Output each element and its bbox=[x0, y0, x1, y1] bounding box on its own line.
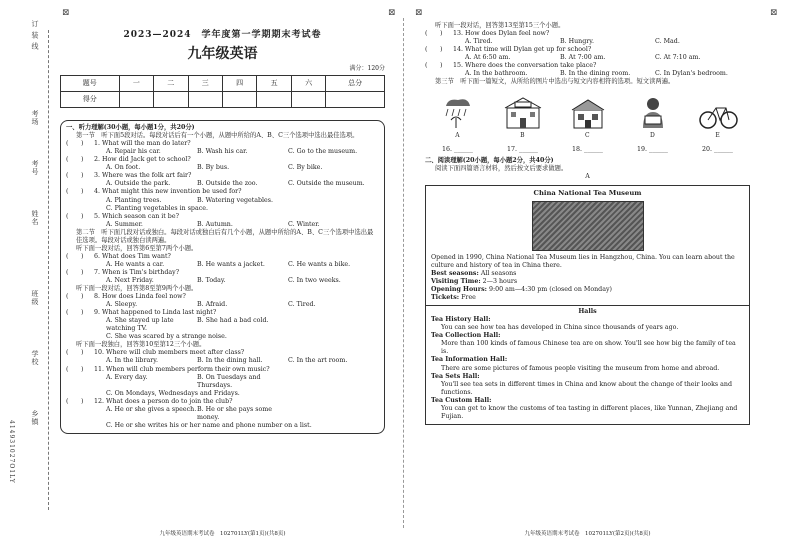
answer-paren[interactable]: ( ) bbox=[66, 349, 84, 357]
option: B. By bus. bbox=[197, 164, 230, 172]
margin-label-binding: 订 装 线 bbox=[31, 20, 39, 51]
option: B. Afraid. bbox=[197, 301, 228, 309]
option: C. In two weeks. bbox=[288, 276, 341, 284]
option: B. At 7:00 am. bbox=[560, 54, 606, 62]
picture-label: C bbox=[584, 132, 590, 140]
passage-intro: Opened in 1990, China National Tea Museum lies in Hangzhou, China. You can learn about the culture and history of tea in China there. bbox=[431, 253, 735, 269]
option: A. Every day. bbox=[106, 373, 148, 381]
option: B. In the dining hall. bbox=[197, 357, 263, 365]
group-lead: 听下面一段独白，回答第10至第12三个小题。 bbox=[76, 341, 206, 349]
score-table bbox=[60, 75, 385, 108]
rain-picture-icon bbox=[438, 94, 478, 130]
option: A. On foot. bbox=[106, 164, 141, 172]
house-picture-icon bbox=[568, 94, 608, 130]
option: B. Watering vegetables. bbox=[197, 196, 274, 204]
school-building-icon bbox=[503, 94, 543, 130]
page-divider bbox=[403, 18, 404, 528]
corner-mark: ⊠ bbox=[62, 8, 70, 18]
question-text: 5. Which season can it be? bbox=[94, 212, 179, 220]
score-cell[interactable] bbox=[257, 92, 291, 108]
corner-mark: ⊠ bbox=[415, 8, 423, 18]
margin-label-number: 考号 bbox=[31, 160, 39, 176]
option: C. Planting vegetables in space. bbox=[106, 204, 208, 212]
answer-blank[interactable]: 16. ______ bbox=[442, 146, 473, 154]
corner-mark: ⊠ bbox=[388, 8, 396, 18]
group-lead: 听下面一段对话，回答第6至第7两个小题。 bbox=[76, 244, 198, 252]
option: B. He wants a jacket. bbox=[197, 260, 265, 268]
hall-desc: More than 100 kinds of famous Chinese tea are on show. You'll see how big the family of tea is. bbox=[441, 340, 736, 356]
margin-label-town: 乡镇 bbox=[31, 410, 39, 426]
picture-label: D bbox=[650, 132, 655, 140]
question-text: 4. What might this new invention be used for? bbox=[94, 188, 242, 196]
option: A. In the bathroom. bbox=[465, 70, 528, 78]
option: C. He wants a bike. bbox=[288, 260, 351, 268]
listening-section bbox=[60, 120, 385, 434]
picture-label: A bbox=[455, 132, 460, 140]
page-1 bbox=[60, 22, 385, 537]
question-text: 2. How did Jack get to school? bbox=[94, 156, 191, 164]
fact-value: All seasons bbox=[478, 270, 517, 278]
section-title: 二、阅读理解(20小题，每小题2分，共40分) bbox=[425, 157, 554, 165]
fact-value: Free bbox=[459, 294, 476, 302]
hall-desc: You can see how tea has developed in China since thousands of years ago. bbox=[441, 324, 679, 332]
option: A. She stayed up late watching TV. bbox=[106, 317, 174, 333]
answer-paren[interactable]: ( ) bbox=[425, 46, 443, 54]
binding-margin bbox=[0, 0, 60, 547]
option: A. Next Friday. bbox=[106, 276, 154, 284]
option: A. He or she gives a speech. bbox=[106, 405, 197, 413]
option: A. Outside the park. bbox=[106, 180, 171, 188]
exam-code: 414931027O1LY bbox=[8, 420, 15, 484]
option: C. By bike. bbox=[288, 164, 323, 172]
hall-name: Tea Collection Hall: bbox=[431, 332, 501, 340]
answer-paren[interactable]: ( ) bbox=[66, 140, 84, 148]
hall-name: Tea History Hall: bbox=[431, 316, 491, 324]
bicycle-icon bbox=[698, 94, 738, 130]
group-lead: 听下面一段对话，回答第8至第9两个小题。 bbox=[76, 285, 198, 293]
option: C. At 7:10 am. bbox=[655, 54, 701, 62]
margin-label-school: 学校 bbox=[31, 350, 39, 366]
fact-value: 9:00 am—4:30 pm (closed on Monday) bbox=[486, 286, 612, 294]
picture-label: E bbox=[715, 132, 720, 140]
question-text: 7. When is Tim's birthday? bbox=[94, 268, 180, 276]
fact-key: Best seasons: bbox=[431, 270, 479, 278]
score-cell[interactable] bbox=[188, 92, 222, 108]
fact-key: Tickets: bbox=[431, 294, 460, 302]
hall-desc: You can get to know the customs of tea tasting in different places, like Yunnan, Zhejiang and Fujian. bbox=[441, 404, 738, 420]
score-cell[interactable] bbox=[222, 92, 256, 108]
option: C. Go to the museum. bbox=[288, 148, 358, 156]
answer-blanks bbox=[425, 146, 750, 154]
answer-paren[interactable]: ( ) bbox=[425, 30, 443, 38]
margin-label-name: 姓名 bbox=[31, 210, 39, 226]
part-instructions: 第一节 听下面5段对话。每段对话后有一个小题，从题中所给的A、B、C三个选项中选出最佳选项。 bbox=[76, 132, 359, 140]
page-2 bbox=[425, 22, 750, 537]
fact-key: Opening Hours: bbox=[431, 286, 487, 294]
hall-name: Tea Information Hall: bbox=[431, 356, 508, 364]
section-title: 一、听力理解(30小题，每小题1分，共20分) bbox=[66, 124, 195, 132]
option: A. In the library. bbox=[106, 357, 158, 365]
option: A. At 6:50 am. bbox=[465, 54, 511, 62]
hall-desc: There are some pictures of famous people visiting the museum from home and abroad. bbox=[441, 364, 720, 372]
section-instructions: 阅读下面四篇语言材料，然后按文后要求做题。 bbox=[435, 165, 568, 173]
question-text: 3. Where was the folk art fair? bbox=[94, 172, 192, 180]
exam-title: 2023—2024 学年度第一学期期末考试卷 bbox=[123, 30, 322, 40]
option: C. Mad. bbox=[655, 38, 680, 46]
answer-paren[interactable]: ( ) bbox=[66, 309, 84, 317]
question-text: 8. How does Linda feel now? bbox=[94, 293, 186, 301]
picture-labels bbox=[425, 132, 750, 140]
option: A. Sleepy. bbox=[106, 301, 138, 309]
answer-paren[interactable]: ( ) bbox=[66, 252, 84, 260]
question-text: 12. What does a person do to join the club? bbox=[94, 397, 233, 405]
option: B. Autumn. bbox=[197, 220, 233, 228]
question-text: 9. What happened to Linda last night? bbox=[94, 309, 217, 317]
reading-passage bbox=[425, 185, 750, 425]
option: A. Summer. bbox=[106, 220, 143, 228]
option: B. In the dining room. bbox=[560, 70, 631, 78]
subject-title: 九年级英语 bbox=[187, 45, 258, 62]
score-cell[interactable] bbox=[119, 92, 153, 108]
fact-value: 2—3 hours bbox=[480, 278, 518, 286]
binding-line bbox=[48, 30, 49, 510]
option: C. In the art room. bbox=[288, 357, 348, 365]
option: C. Tired. bbox=[288, 301, 316, 309]
answer-paren[interactable]: ( ) bbox=[425, 62, 443, 70]
question-text: 11. When will club members perform their own music? bbox=[94, 365, 270, 373]
picture-options bbox=[425, 90, 750, 130]
corner-mark: ⊠ bbox=[770, 8, 778, 18]
hall-name: Tea Custom Hall: bbox=[431, 396, 492, 404]
group-lead: 听下面一段对话，回答第13至第15三个小题。 bbox=[435, 22, 565, 29]
option: C. Winter. bbox=[288, 220, 320, 228]
score-header-cell: 六 bbox=[291, 76, 325, 92]
answer-blank[interactable]: 19. ______ bbox=[637, 146, 668, 154]
score-cell[interactable] bbox=[326, 92, 385, 108]
question-text: 15. Where does the conversation take place? bbox=[453, 62, 597, 70]
option: B. On Tuesdays and Thursdays. bbox=[197, 373, 261, 389]
answer-paren[interactable]: ( ) bbox=[66, 188, 84, 196]
question-text: 1. What will the man do later? bbox=[94, 140, 191, 148]
score-header-cell: 二 bbox=[154, 76, 188, 92]
answer-paren[interactable]: ( ) bbox=[66, 397, 84, 405]
option: C. On Mondays, Wednesdays and Fridays. bbox=[106, 389, 240, 397]
margin-label-room: 考场 bbox=[31, 110, 39, 126]
option: A. Planting trees. bbox=[106, 196, 162, 204]
hall-name: Tea Sets Hall: bbox=[431, 372, 480, 380]
answer-blank[interactable]: 18. ______ bbox=[572, 146, 603, 154]
full-score-note: 满分：120分 bbox=[349, 65, 385, 73]
question-text: 13. How does Dylan feel now? bbox=[453, 30, 550, 38]
passage-letter: A bbox=[585, 173, 590, 181]
score-header-cell: 五 bbox=[257, 76, 291, 92]
score-header-cell: 三 bbox=[188, 76, 222, 92]
fact-key: Visiting Time: bbox=[431, 278, 481, 286]
question-text: 6. What does Tim want? bbox=[94, 252, 171, 260]
part-instructions: 第三节 听下面一篇短文，从所给的图片中选出与短文内容相符的选项。短文读两遍。 bbox=[435, 78, 675, 86]
score-label-cell: 得分 bbox=[61, 92, 120, 108]
passage-title: China National Tea Museum bbox=[533, 189, 642, 198]
option: B. Today. bbox=[197, 276, 226, 284]
person-reading-icon bbox=[633, 94, 673, 130]
option: A. Tired. bbox=[465, 38, 493, 46]
question-text: 14. What time will Dylan get up for school? bbox=[453, 46, 592, 54]
option: A. He wants a car. bbox=[106, 260, 165, 268]
answer-blank[interactable]: 17. ______ bbox=[507, 146, 538, 154]
museum-photo bbox=[532, 201, 644, 251]
option: B. Wash his car. bbox=[197, 148, 248, 156]
option: B. She had a bad cold. bbox=[197, 317, 269, 325]
picture-label: B bbox=[520, 132, 525, 140]
option: C. In Dylan's bedroom. bbox=[655, 70, 728, 78]
answer-paren[interactable]: ( ) bbox=[66, 212, 84, 220]
option: C. Outside the museum. bbox=[288, 180, 365, 188]
option: B. He or she pays some money. bbox=[197, 405, 272, 421]
answer-paren[interactable]: ( ) bbox=[66, 293, 84, 301]
option: B. Hungry. bbox=[560, 38, 594, 46]
option: C. She was scared by a strange noise. bbox=[106, 333, 227, 341]
part-instructions: 第二节 听下面几段对话或独白。每段对话或独白后有几个小题，从题中所给的A、B、C三个选项中选出最佳选项。每段对话或独白读两遍。 bbox=[76, 228, 374, 244]
option: C. He or she writes his or her name and phone number on a list. bbox=[106, 421, 312, 429]
score-header-cell: 题号 bbox=[61, 76, 120, 92]
hall-desc: You'll see tea sets in different times in China and know about the change of their looks and functions. bbox=[441, 380, 732, 396]
score-header-cell: 总分 bbox=[326, 76, 385, 92]
page-footer: 九年级英语期末考试卷 102701LY(第1页)(共8页) bbox=[159, 530, 286, 537]
margin-label-class: 班级 bbox=[31, 290, 39, 306]
score-cell[interactable] bbox=[154, 92, 188, 108]
option: A. Repair his car. bbox=[106, 148, 161, 156]
answer-blank[interactable]: 20. ______ bbox=[702, 146, 733, 154]
answer-paren[interactable]: ( ) bbox=[66, 172, 84, 180]
answer-paren[interactable]: ( ) bbox=[66, 365, 84, 373]
question-text: 10. Where will club members meet after class? bbox=[94, 349, 245, 357]
answer-paren[interactable]: ( ) bbox=[66, 156, 84, 164]
score-header-cell: 四 bbox=[222, 76, 256, 92]
halls-title: Halls bbox=[426, 305, 749, 316]
option: B. Outside the zoo. bbox=[197, 180, 258, 188]
page-footer: 九年级英语期末考试卷 102701LY(第2页)(共8页) bbox=[524, 530, 651, 537]
score-cell[interactable] bbox=[291, 92, 325, 108]
answer-paren[interactable]: ( ) bbox=[66, 268, 84, 276]
score-header-cell: 一 bbox=[119, 76, 153, 92]
